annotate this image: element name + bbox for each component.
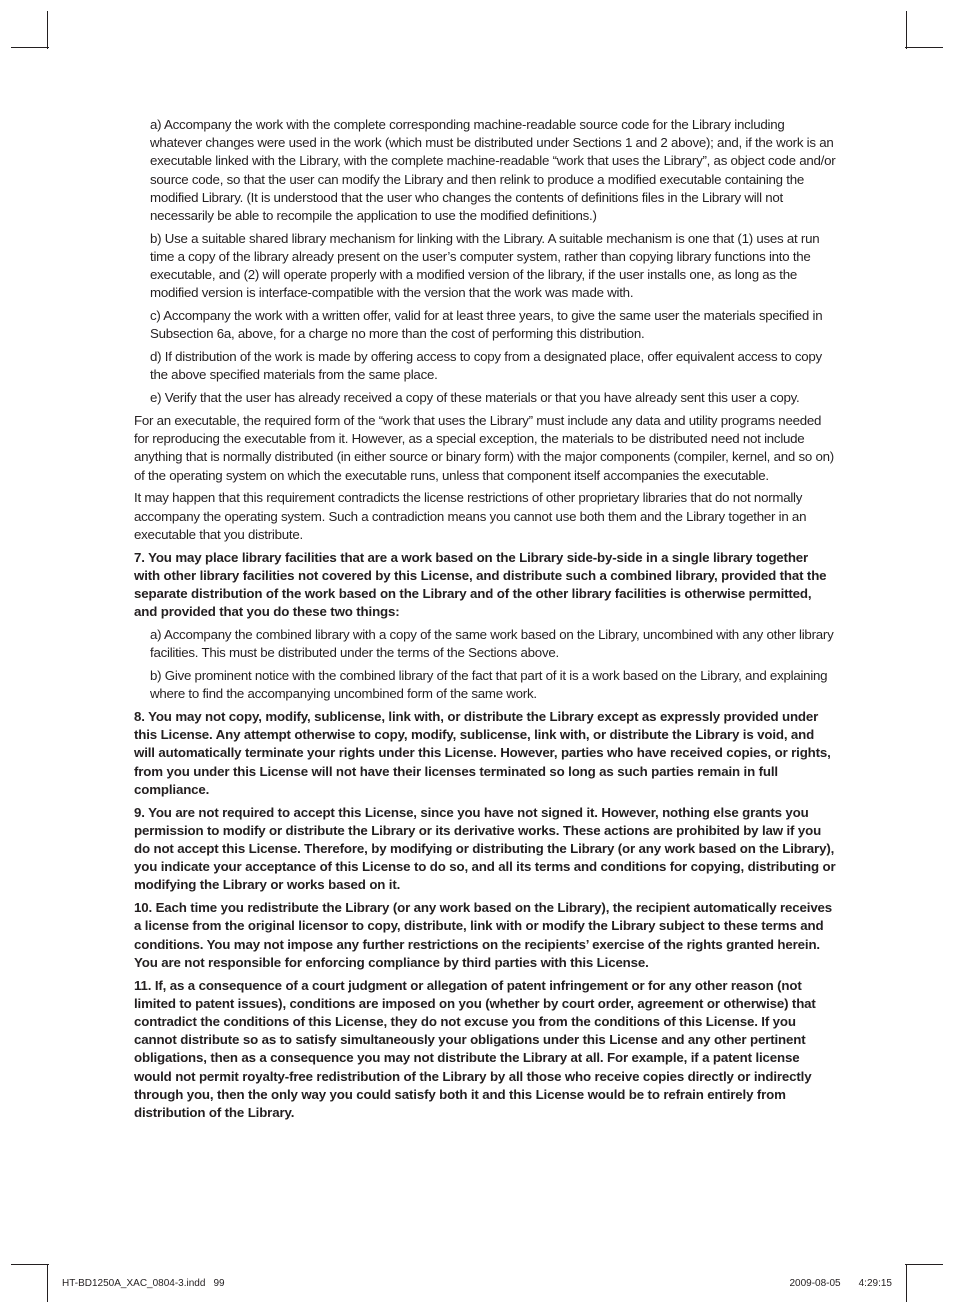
crop-mark-top-left-horizontal <box>11 47 49 48</box>
paragraph: b) Use a suitable shared library mechanism for linking with the Library. A suitable mechanism is one that (1) uses at run time a copy of the library already present on the user’s computer system, rather than copying library functions into the executable, and (2) will operate properly with a modified version of the library, if the user installs one, as long as the modified version is interface-compatible with the version that the work was made with. <box>150 230 820 301</box>
footer-timestamp <box>789 1278 892 1290</box>
paragraph: a) Accompany the work with the complete corresponding machine-readable source code for the Library including whatever changes were used in the work (which must be distributed under Sections 1 and 2 above); and, if the work is an executable linked with the Library, with the complete machine-readable “work that uses the Library”, as object code and/or source code, so that the user can modify the Library and then relink to produce a modified executable containing the modified Library. (It is understood that the user who changes the contents of definitions files in the Library will not necessarily be able to recompile the application to use the modified definitions.) <box>150 117 836 224</box>
paragraph: For an executable, the required form of the “work that uses the Library” must include any data and utility programs needed for reproducing the executable from it. However, as a special exception, the materials to be distributed need not include anything that is normally distributed (in either source or binary form) with the major components (compiler, kernel, and so on) of the operating system on which the executable runs, unless that component itself accompanies the executable. <box>134 413 834 483</box>
paragraph: d) If distribution of the work is made by offering access to copy from a designated place, offer equivalent access to copy the above specified materials from the same place. <box>150 349 822 383</box>
section-11: 11. If, as a consequence of a court judgment or allegation of patent infringement or for any other reason (not limited to patent issues), conditions are imposed on you (whether by court order, agreement or otherwise) that contradict the conditions of this License, they do not excuse you from the conditions of this License. If you cannot distribute so as to satisfy simultaneously your obligations under this License and any other pertinent obligations, then as a consequence you may not distribute the Library at all. For example, if a patent license would not permit royalty-free redistribution of the Library by all those who receive copies directly or indirectly through you, then the only way you could satisfy both it and this License would be to refrain entirely from distribution of the Library. <box>134 977 816 1121</box>
section-8: 8. You may not copy, modify, sublicense, link with, or distribute the Library except as expressly provided under this License. Any attempt otherwise to copy, modify, sublicense, link with, or distribute the Library is void, and will automatically terminate your rights under this License. However, parties who have received copies, or rights, from you under this License will not have their licenses terminated so long as such parties remain in full compliance. <box>134 709 831 797</box>
crop-mark-bottom-left-horizontal <box>11 1264 49 1265</box>
paragraph: a) Accompany the combined library with a copy of the same work based on the Library, uncombined with any other library facilities. This must be distributed under the terms of the Sections above. <box>150 627 834 661</box>
crop-mark-bottom-right-horizontal <box>905 1264 943 1265</box>
paragraph: It may happen that this requirement contradicts the license restrictions of other proprietary libraries that do not normally accompany the operating system. Such a contradiction means you cannot use both them and the Library together in an executable that you distribute. <box>134 490 807 542</box>
paragraph: e) Verify that the user has already received a copy of these materials or that you have already sent this user a copy. <box>150 390 800 406</box>
crop-mark-top-right-horizontal <box>905 47 943 48</box>
section-9: 9. You are not required to accept this License, since you have not signed it. However, nothing else grants you permission to modify or distribute the Library or its derivative works. These actions are prohibited by law if you do not accept this License. Therefore, by modifying or distributing the Library (or any work based on the Library), you indicate your acceptance of this License to do so, and all its terms and conditions for copying, distributing or modifying the Library or works based on it. <box>134 804 836 893</box>
crop-mark-bottom-right-vertical <box>906 1264 907 1302</box>
section-7: 7. You may place library facilities that are a work based on the Library side-by-side in a single library together with other library facilities not covered by this License, and distribute such a combined library, provided that the separate distribution of the work based on the Library and of the other library facilities is otherwise permitted, and provided that you do these two things: <box>134 549 827 620</box>
crop-mark-top-right-vertical <box>906 11 907 49</box>
footer-date: 2009-08-05 <box>789 1278 841 1289</box>
crop-mark-top-left-vertical <box>47 11 48 49</box>
footer-time: 4:29:15 <box>858 1278 892 1289</box>
license-text-body <box>134 116 836 1127</box>
footer-file-info <box>62 1278 225 1290</box>
paragraph: c) Accompany the work with a written offer, valid for at least three years, to give the same user the materials specified in Subsection 6a, above, for a charge no more than the cost of performing this distribution. <box>150 308 823 342</box>
footer-page-number: 99 <box>213 1278 225 1289</box>
section-10: 10. Each time you redistribute the Library (or any work based on the Library), the recipient automatically receives a license from the original licensor to copy, distribute, link with or modify the Library subject to these terms and conditions. You may not impose any further restrictions on the recipients’ exercise of the rights granted herein. You are not responsible for enforcing compliance by third parties with this License. <box>134 900 833 970</box>
paragraph: b) Give prominent notice with the combined library of the fact that part of it is a work based on the Library, and explaining where to find the accompanying uncombined form of the same work. <box>150 668 828 702</box>
footer-filename: HT-BD1250A_XAC_0804-3.indd <box>62 1278 206 1289</box>
crop-mark-bottom-left-vertical <box>47 1264 48 1302</box>
